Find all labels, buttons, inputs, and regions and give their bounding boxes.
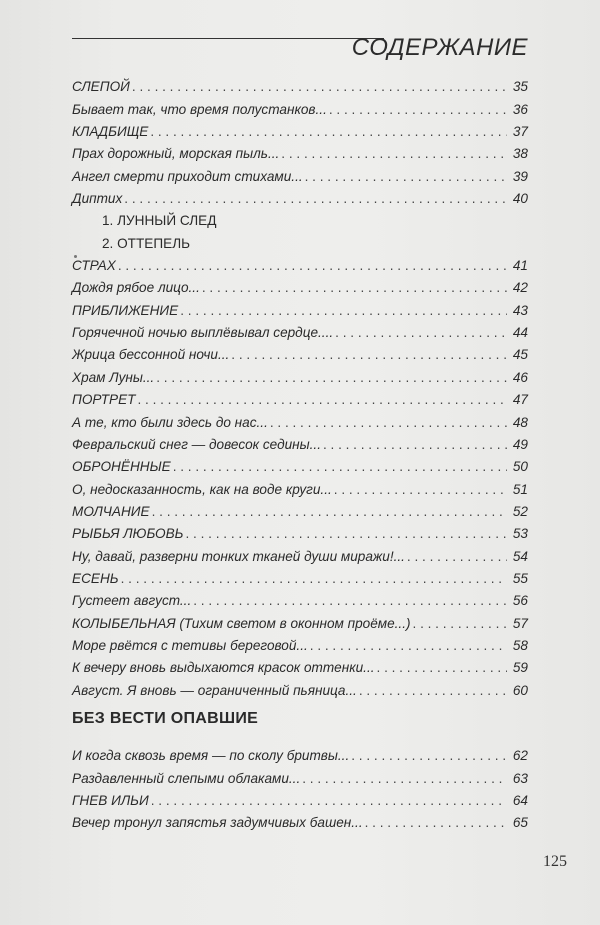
toc-entry [72,520,528,542]
toc-entry-title: Море рвётся с тетивы береговой... [72,637,308,653]
toc-entry [72,764,528,786]
toc-entry [72,787,528,809]
toc-entry [72,565,528,587]
table-of-contents-part-2 [72,742,528,831]
toc-entry-page: 55 [512,570,528,586]
dot-leader [302,771,507,787]
page-header-title: СОДЕРЖАНИЕ [351,34,528,61]
toc-entry [72,809,528,831]
dot-leader [151,793,507,809]
toc-entry-page: 54 [512,548,528,564]
dot-leader [118,258,507,274]
dot-leader [323,437,507,453]
dot-leader [329,102,507,118]
dot-leader [186,526,508,542]
dot-leader [150,124,507,140]
dot-leader [270,415,507,431]
toc-entry-title: Раздавленный слепыми облаками... [72,770,301,786]
toc-entry-title: ЕСЕНЬ [72,570,119,586]
toc-entry [72,453,528,475]
dot-leader [180,303,507,319]
toc-entry [72,386,528,408]
toc-entry [72,742,528,764]
dot-leader [124,191,507,207]
toc-entry [72,252,528,274]
toc-entry-title: КОЛЫБЕЛЬНАЯ (Тихим светом в оконном проёме...) [72,615,411,631]
toc-entry-title: ОБРОНЁННЫЕ [72,459,171,475]
toc-entry [72,587,528,609]
toc-entry [72,408,528,430]
toc-entry [72,319,528,341]
toc-entry [72,431,528,453]
toc-entry-title: СТРАХ [72,258,116,274]
toc-entry-page: 45 [512,347,528,363]
toc-entry-title: О, недосказанность, как на воде круги... [72,481,332,497]
toc-entry-page: 53 [512,526,528,542]
toc-entry-page: 44 [512,325,528,341]
toc-entry-title: 1. ЛУННЫЙ СЛЕД [102,213,217,229]
toc-entry-title: Ну, давай, разверни тонких тканей души миражи!... [72,548,405,564]
toc-entry-title: Бывает так, что время полустанков... [72,101,327,117]
dot-leader [377,660,507,676]
toc-entry [72,609,528,631]
toc-entry [72,118,528,140]
header-rule [72,38,384,39]
toc-entry [72,542,528,564]
toc-entry-title: ГНЕВ ИЛЬИ [72,793,149,809]
toc-entry-page: 56 [512,593,528,609]
toc-entry [72,498,528,520]
toc-entry-title: КЛАДБИЩЕ [72,124,149,140]
toc-entry [72,162,528,184]
toc-entry-page: 50 [512,459,528,475]
toc-entry-title: МОЛЧАНИЕ [72,503,150,519]
toc-entry-title: ПОРТРЕТ [72,392,136,408]
toc-entry [72,207,528,229]
toc-entry-page: 48 [512,414,528,430]
toc-entry-page: 52 [512,503,528,519]
toc-entry-title: Диптих [72,191,123,207]
toc-entry-title: А те, кто были здесь до нас... [72,414,268,430]
dot-leader [335,325,507,341]
toc-entry-page: 58 [512,637,528,653]
toc-entry-title: Дождя рябое лицо... [72,280,200,296]
toc-entry [72,95,528,117]
toc-entry-title: Вечер тронул запястья задумчивых башен... [72,815,363,831]
toc-entry-title: СЛЕПОЙ [72,79,130,95]
toc-entry [72,296,528,318]
toc-entry-page: 35 [512,79,528,95]
dot-leader [137,392,507,408]
toc-entry-page: 62 [512,748,528,764]
toc-entry [72,341,528,363]
toc-entry-page: 51 [512,481,528,497]
toc-entry-title: К вечеру вновь выдыхаются красок оттенки... [72,660,375,676]
toc-entry [72,140,528,162]
dot-leader [365,815,507,831]
dot-leader [413,616,507,632]
toc-entry-page: 47 [512,392,528,408]
toc-entry [72,363,528,385]
toc-entry-page: 65 [512,815,528,831]
toc-entry [72,654,528,676]
toc-entry-title: Храм Луны... [72,369,155,385]
toc-entry [72,676,528,698]
page-number: 125 [543,853,567,870]
toc-entry-page: 64 [512,793,528,809]
toc-entry-title: Август. Я вновь — ограниченный пьяница... [72,682,357,698]
toc-entry-page: 41 [512,258,528,274]
toc-entry-title: Прах дорожный, морская пыль... [72,146,280,162]
dot-leader [152,504,507,520]
dot-leader [193,593,507,609]
toc-entry-page: 59 [512,660,528,676]
toc-entry-title: 2. ОТТЕПЕЛЬ [102,235,191,251]
toc-entry [72,229,528,251]
dot-leader [202,280,507,296]
toc-entry-page: 43 [512,302,528,318]
toc-entry-page: 63 [512,770,528,786]
dot-leader [173,459,507,475]
toc-entry-page: 60 [512,682,528,698]
toc-entry-title: Густеет август... [72,593,192,609]
dot-leader [121,571,507,587]
toc-entry [72,632,528,654]
section-heading: БЕЗ ВЕСТИ ОПАВШИЕ [72,710,259,727]
toc-entry-title: Жрица бессонной ночи... [72,347,230,363]
dot-leader [310,638,507,654]
dot-leader [231,347,507,363]
dot-leader [407,549,507,565]
toc-entry [72,475,528,497]
toc-entry-title: ПРИБЛИЖЕНИЕ [72,302,179,318]
toc-entry-title: И когда сквозь время — по сколу бритвы... [72,748,350,764]
toc-entry-page: 39 [512,168,528,184]
dot-leader [132,79,507,95]
toc-entry-page: 38 [512,146,528,162]
toc-entry-title: Февральский снег — довесок седины... [72,436,321,452]
toc-entry [72,73,528,95]
toc-entry-page: 57 [512,615,528,631]
toc-entry-title: Горячечной ночью выплёвывал сердце.... [72,325,334,341]
dot-leader [334,482,507,498]
toc-entry-page: 37 [512,124,528,140]
table-of-contents-part-1 [72,73,528,699]
toc-entry-title: РЫБЬЯ ЛЮБОВЬ [72,526,184,542]
toc-entry-page: 46 [512,369,528,385]
toc-entry-page: 42 [512,280,528,296]
dot-leader [156,370,507,386]
toc-entry-page: 36 [512,101,528,117]
dot-leader [305,169,507,185]
dot-leader [359,683,507,699]
toc-entry-title: Ангел смерти приходит стихами... [72,168,303,184]
dot-leader [281,146,507,162]
toc-entry [72,185,528,207]
toc-entry-page: 40 [512,191,528,207]
toc-entry-page: 49 [512,436,528,452]
dot-leader [351,748,507,764]
toc-entry [72,274,528,296]
